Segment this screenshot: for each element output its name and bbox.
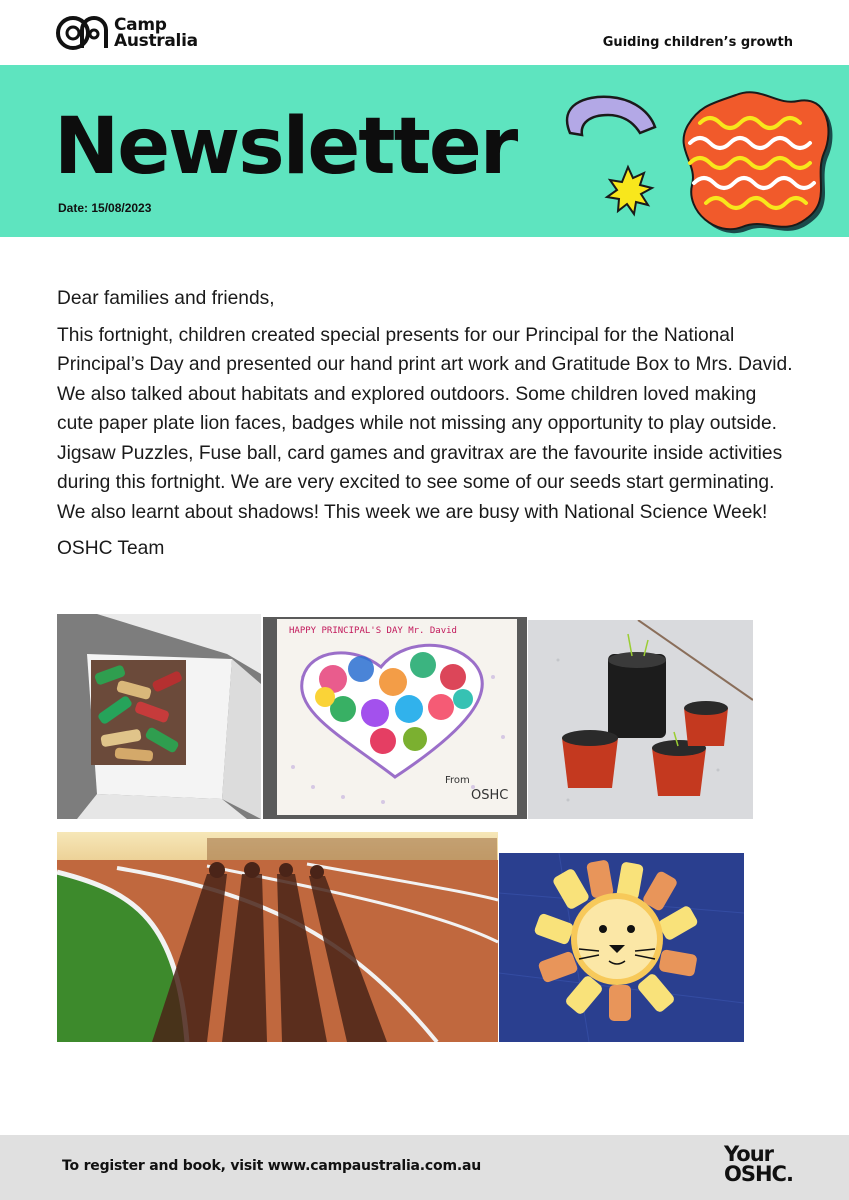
banner-decoration	[540, 65, 849, 237]
signoff: OSHC Team	[57, 538, 165, 559]
footer	[0, 1135, 849, 1200]
camp-australia-logo-icon	[54, 14, 110, 52]
greeting: Dear families and friends,	[57, 288, 275, 309]
photo-handprint-heart	[263, 617, 527, 819]
register-link-text[interactable]: To register and book, visit www.campaustralia.com.au	[62, 1158, 481, 1174]
purple-arc-shape	[567, 97, 655, 135]
camp-australia-logo	[54, 14, 198, 52]
your-oshc-logo	[724, 1144, 793, 1184]
newsletter-banner	[0, 65, 849, 237]
handprint-caption-oshc: OSHC	[471, 788, 509, 803]
handprint-caption-from: From	[445, 775, 470, 786]
photo-gift-box	[57, 614, 261, 819]
yellow-star-shape	[607, 167, 652, 214]
main-paragraph: This fortnight, children created special presents for our Principal for the National Principal’s Day and presented our hand print art work and Gratitude Box to Mrs. David. We also talked about habitats and explored outdoors. Some children loved making cute paper plate lion faces, badges while not missing any opportunity to play outside. Jigsaw Puzzles, Fuse ball, card games and gravitrax are the favourite inside activities during this fortnight. We are very excited to see some of our seeds start germinating. We also learnt about shadows! This week we are busy with National Science Week!	[57, 324, 793, 523]
footer-logo-line-2: OSHC.	[724, 1162, 793, 1186]
footer-logo-line-1: Your	[724, 1142, 774, 1166]
photo-seedlings	[528, 620, 753, 819]
photo-shadows-track	[57, 832, 498, 1042]
tagline: Guiding children’s growth	[602, 35, 793, 50]
photo-paper-lion	[499, 853, 744, 1042]
brand-line-2: Australia	[114, 31, 198, 51]
newsletter-title: Newsletter	[54, 102, 517, 192]
newsletter-body	[57, 284, 797, 564]
newsletter-date: Date: 15/08/2023	[58, 201, 152, 215]
handprint-caption-top: HAPPY PRINCIPAL'S DAY Mr. David	[289, 626, 457, 636]
brand-line-1: Camp	[114, 15, 167, 35]
